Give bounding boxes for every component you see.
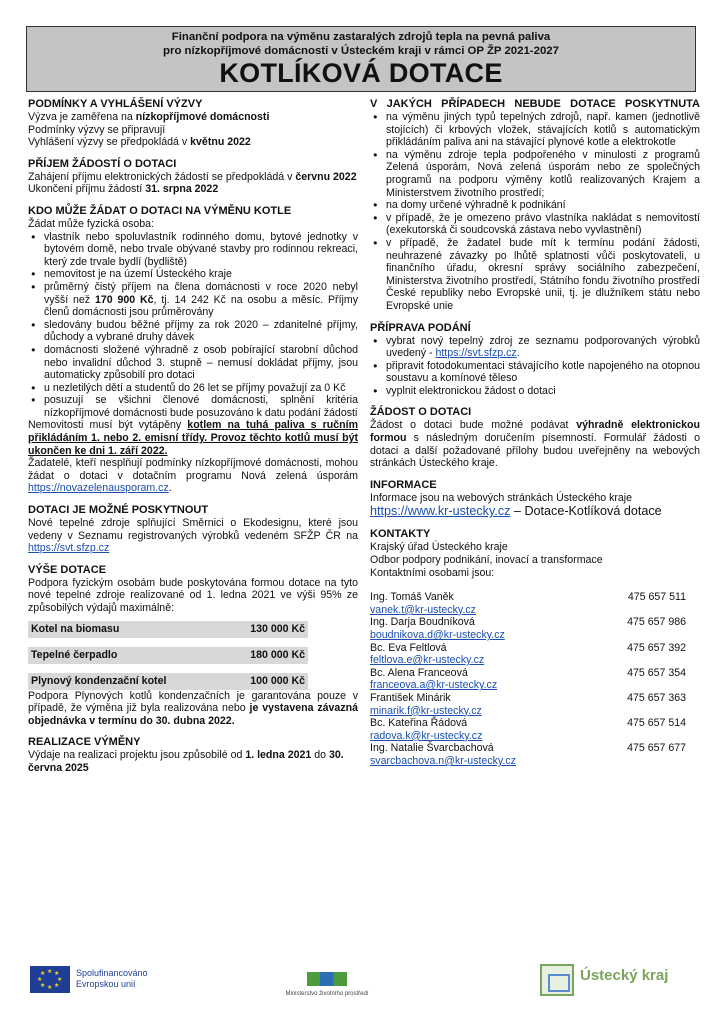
novazelenausporam-link[interactable]: https://novazelenausporam.cz — [28, 482, 169, 495]
list-item: ● vlastník nebo spoluvlastník rodinného domu, bytové jednotky v bytovém domě, nebo trvale obývané stavby pro rodinnou rekreaci, který zde trvale bydlí (bydliště) — [28, 231, 358, 269]
contact-phone: 475 657 511 — [627, 591, 686, 604]
text: , tj. 14 242 Kč na osobu a měsíc. Příjmy členů domácnosti jsou průměrovány — [44, 293, 358, 319]
text-bold: 30. června 2025 — [28, 749, 344, 774]
ustecky-kraj-logo-text: Ústecký kraj — [580, 967, 669, 984]
right-column — [370, 98, 700, 777]
heading-kontakty: KONTAKTY — [370, 528, 431, 541]
contact-phone: 475 657 363 — [627, 691, 686, 704]
contact-entry — [370, 667, 700, 692]
exclusion-list — [370, 111, 700, 313]
eligibility-list — [28, 231, 358, 420]
text: Nemovitosti musí být vytápěny — [28, 419, 188, 432]
text-bold: 1. ledna 2021 — [245, 749, 312, 762]
text: Podpora fyzickým osobám bude poskytována formou dotace na tyto nové tepelné zdroje realizované od 1. ledna 2021 ve výši 95% ze způsobilých výdajů maximálně: — [28, 576, 358, 614]
list-item: ● vybrat nový tepelný zdroj ze seznamu podporovaných výrobků uvedený - https://svt.sfzp.cz. — [370, 335, 700, 360]
svt-link[interactable]: https://svt.sfzp.cz — [435, 347, 517, 360]
eu-text-line: Evropskou unií — [76, 979, 136, 989]
header-line-2: pro nízkopříjmové domácnosti v Ústeckém kraji v rámci OP ŽP 2021-2027 — [163, 44, 559, 57]
contact-entry — [370, 717, 700, 742]
svt-link[interactable]: https://svt.sfzp.cz — [28, 542, 110, 555]
contact-phone: 475 657 986 — [627, 616, 686, 629]
text: do — [311, 749, 329, 762]
list-item: ● na výměnu jiných typů tepelných zdrojů, např. kamen (jednotlivě stojících) či krbových vložek, stávajících kotlů s automatickým přikládáním paliva ani na stávající plynové kotle a elektrokotle — [370, 111, 700, 149]
contact-name: Ing. Natalie Švarcbachová — [370, 742, 494, 755]
subsidy-table — [28, 621, 308, 690]
contact-email-link[interactable]: svarcbachova.n@kr-ustecky.cz — [370, 754, 516, 767]
text: průměrný čistý příjem na člena domácnosti v roce 2020 nebyl vyšší než — [44, 280, 358, 306]
list-item: ● v případě, že žadatel bude mít k termínu podání žádosti, neuhrazené závazky po lhůtě splatnosti vůči poskytovateli, u finančního úřadu, okresní správy sociálního zabezpečení, Ministerstva životního prostředí, Státního fondu životního prostředí České republiky nebo Evropské unii, tj. je dlužníkem státu nebo Evropské unie — [370, 237, 700, 313]
text-bold: je vystavena závazná objednávka v termínu do 30. dubna 2022. — [28, 702, 358, 727]
header-banner — [26, 26, 696, 92]
text: Žádost o dotaci bude možné podávat — [370, 419, 577, 432]
section-informace — [370, 479, 700, 520]
left-column — [28, 98, 358, 784]
text: Kontaktními osobami jsou: — [370, 566, 495, 579]
contact-name: Bc. Alena Franceová — [370, 666, 468, 679]
list-item — [28, 281, 358, 319]
heading-nebude: V JAKÝCH PŘÍPADECH NEBUDE DOTACE POSKYTNUTA — [370, 98, 700, 110]
heading-informace: INFORMACE — [370, 478, 437, 491]
text: Odbor podpory podnikání, inovací a transformace — [370, 554, 603, 567]
row-label: Tepelné čerpadlo — [31, 648, 118, 661]
section-nebude — [370, 98, 700, 313]
heading-vyse: VÝŠE DOTACE — [28, 563, 107, 576]
contact-entry — [370, 692, 700, 717]
preparation-list — [370, 335, 700, 398]
heading-kdo: KDO MŮŽE ŽÁDAT O DOTACI NA VÝMĚNU KOTLE — [28, 204, 292, 217]
list-item: ● vyplnit elektronickou žádost o dotaci — [370, 385, 700, 398]
list-item: ● na výměnu zdroje tepla podpořeného v minulosti z programů Zelená úsporám, Nová zelená úsporám nebo ze společných programů na podporu výměny kotlů realizovaných Krajem a Ministerstvem životního prostředí; — [370, 149, 700, 199]
section-vyse — [28, 564, 358, 728]
text: Zahájení příjmu elektronických žádostí se předpokládá v — [28, 170, 296, 183]
ustecky-kraj-logo-icon — [540, 964, 574, 996]
row-label: Plynový kondenzační kotel — [31, 674, 167, 687]
text-bold: 31. srpna 2022 — [145, 183, 219, 196]
row-value: 100 000 Kč — [250, 674, 305, 687]
row-value: 180 000 Kč — [250, 648, 305, 661]
contact-phone: 475 657 514 — [627, 717, 686, 730]
row-label: Kotel na biomasu — [31, 622, 120, 635]
contact-name: Bc. Eva Feltlová — [370, 641, 447, 654]
text: Žádat může fyzická osoba: — [28, 217, 155, 230]
mzp-logo-icon — [307, 972, 347, 986]
text-bold: výhradně elektronickou formou — [370, 419, 700, 445]
eu-text-line: Spolufinancováno — [76, 968, 148, 978]
text: Podmínky výzvy se připravují — [28, 123, 166, 136]
section-mozne — [28, 504, 358, 555]
contact-name: František Minárik — [370, 691, 451, 704]
heading-prijem: PŘÍJEM ŽÁDOSTÍ O DOTACI — [28, 157, 177, 170]
contact-entry — [370, 642, 700, 667]
heading-realizace: REALIZACE VÝMĚNY — [28, 736, 141, 749]
list-item: ● u nezletilých dětí a studentů do 26 let se příjmy považují za 0 Kč — [28, 382, 358, 395]
list-item: ● připravit fotodokumentaci stávajícího kotle napojeného na otopnou soustavu a komínové těleso — [370, 360, 700, 385]
contact-email-link[interactable]: franceova.a@kr-ustecky.cz — [370, 679, 498, 692]
contact-entry — [370, 616, 700, 641]
text: – Dotace-Kotlíková dotace — [510, 504, 662, 519]
kr-ustecky-link[interactable]: https://www.kr-ustecky.cz — [370, 504, 511, 519]
text: Podpora Plynových kotlů kondenzačních je garantována pouze v případě, že výměna již byla realizována nebo — [28, 689, 358, 715]
list-item: ● sledovány budou běžné příjmy za rok 2020 – zdanitelné příjmy, důchody a vybrané druhy dávek — [28, 319, 358, 344]
text: vybrat nový tepelný zdroj ze seznamu podporovaných výrobků uvedený - — [386, 334, 700, 360]
contact-name: Ing. Tomáš Vaněk — [370, 591, 454, 604]
contact-name: Ing. Darja Boudníková — [370, 616, 475, 629]
contact-email-link[interactable]: radova.k@kr-ustecky.cz — [370, 729, 483, 742]
text: Krajský úřad Ústeckého kraje — [370, 541, 508, 554]
text-bold: květnu 2022 — [190, 136, 251, 149]
text: . — [168, 482, 172, 495]
text: Informace jsou na webových stránkách Ústeckého kraje — [370, 491, 633, 504]
contact-name: Bc. Kateřina Řádová — [370, 717, 468, 730]
list-item: ● na domy určené výhradně k podnikání — [370, 199, 700, 212]
contact-entry — [370, 742, 700, 767]
text-bold: 170 900 Kč — [94, 293, 154, 306]
list-item: ● nemovitost je na území Ústeckého kraje — [28, 268, 358, 281]
text-bold-underline: kotlem na tuhá paliva s ručním přikládáním 1. nebo 2. emisní třídy. Provoz těchto kotlů musí být ukončen ke dni 1. září 2022. — [28, 419, 358, 457]
list-item: ● posuzují se všichni členové domácnosti, splnění kritéria nízkopříjmové domácnosti bude posuzováno k datu podání žádosti — [28, 394, 358, 419]
contact-email-link[interactable]: feltlova.e@kr-ustecky.cz — [370, 654, 485, 667]
contact-email-link[interactable]: boudnikova.d@kr-ustecky.cz — [370, 629, 505, 641]
section-realizace — [28, 736, 358, 774]
page-title: KOTLÍKOVÁ DOTACE — [219, 58, 503, 88]
text: Výdaje na realizaci projektu jsou způsobilé od — [28, 749, 246, 762]
text-bold: nízkopříjmové domácnosti — [135, 111, 270, 123]
row-value: 130 000 Kč — [250, 622, 305, 635]
table-row — [28, 621, 308, 638]
contact-email-link[interactable]: vanek.t@kr-ustecky.cz — [370, 603, 476, 616]
mzp-logo — [282, 972, 372, 1001]
eu-logo-text — [76, 968, 148, 990]
footer-logos — [0, 960, 724, 1010]
heading-mozne: DOTACI JE MOŽNÉ POSKYTNOUT — [28, 504, 209, 517]
section-kdo — [28, 205, 358, 495]
text: Žadatelé, kteří nesplňují podmínky nízkopříjmové domácnosti, mohou žádat o dotaci v dotačním programu Nová zelená úsporám — [28, 457, 358, 482]
contact-phone: 475 657 354 — [627, 666, 686, 679]
section-prijem — [28, 158, 358, 196]
text: Ukončení příjmu žádostí — [28, 183, 146, 196]
eu-flag-icon: ★ ★ ★ ★ ★ ★ ★ ★ — [30, 966, 70, 993]
heading-priprava: PŘÍPRAVA PODÁNÍ — [370, 321, 471, 334]
contact-email-link[interactable]: minarik.f@kr-ustecky.cz — [370, 704, 482, 717]
text: Vyhlášení výzvy se předpokládá v — [28, 136, 191, 149]
text: Výzva je zaměřena na — [28, 111, 136, 123]
section-podminky — [28, 98, 358, 149]
section-zadost — [370, 406, 700, 469]
contact-phone: 475 657 677 — [627, 742, 686, 755]
text: Nové tepelné zdroje splňující Směrnici o Ekodesignu, které jsou vedeny v Seznamu registrovaných výrobků vedeném SFŽP ČR na — [28, 517, 358, 542]
header-line-1: Finanční podpora na výměnu zastaralých zdrojů tepla na pevná paliva — [171, 31, 551, 43]
section-priprava — [370, 322, 700, 398]
text: s následným doručením písemností. Formulář žádosti o dotaci a další požadované přílohy budou uveřejněny na webových stránkách Ústeckého kraje. — [370, 432, 700, 470]
table-row — [28, 647, 308, 664]
list-item: ● domácnosti složené výhradně z osob pobírající starobní důchod nebo invalidní důchod 3. stupně – nemusí dokládat příjmy, jsou automaticky způsobilí pro dotaci — [28, 344, 358, 382]
contact-entry — [370, 591, 700, 616]
list-item: ● v případě, že je omezeno právo vlastníka nakládat s nemovitostí (exekutorská či soudcovská zástava nebo vyvlastnění) — [370, 212, 700, 237]
text-bold: červnu 2022 — [295, 170, 357, 183]
heading-zadost: ŽÁDOST O DOTACI — [370, 406, 472, 419]
table-row — [28, 673, 308, 690]
section-kontakty — [370, 528, 700, 767]
contact-phone: 475 657 392 — [627, 641, 686, 654]
mzp-logo-text: Ministerstvo životního prostředí — [285, 991, 369, 997]
heading-podminky: PODMÍNKY A VYHLÁŠENÍ VÝZVY — [28, 98, 203, 110]
